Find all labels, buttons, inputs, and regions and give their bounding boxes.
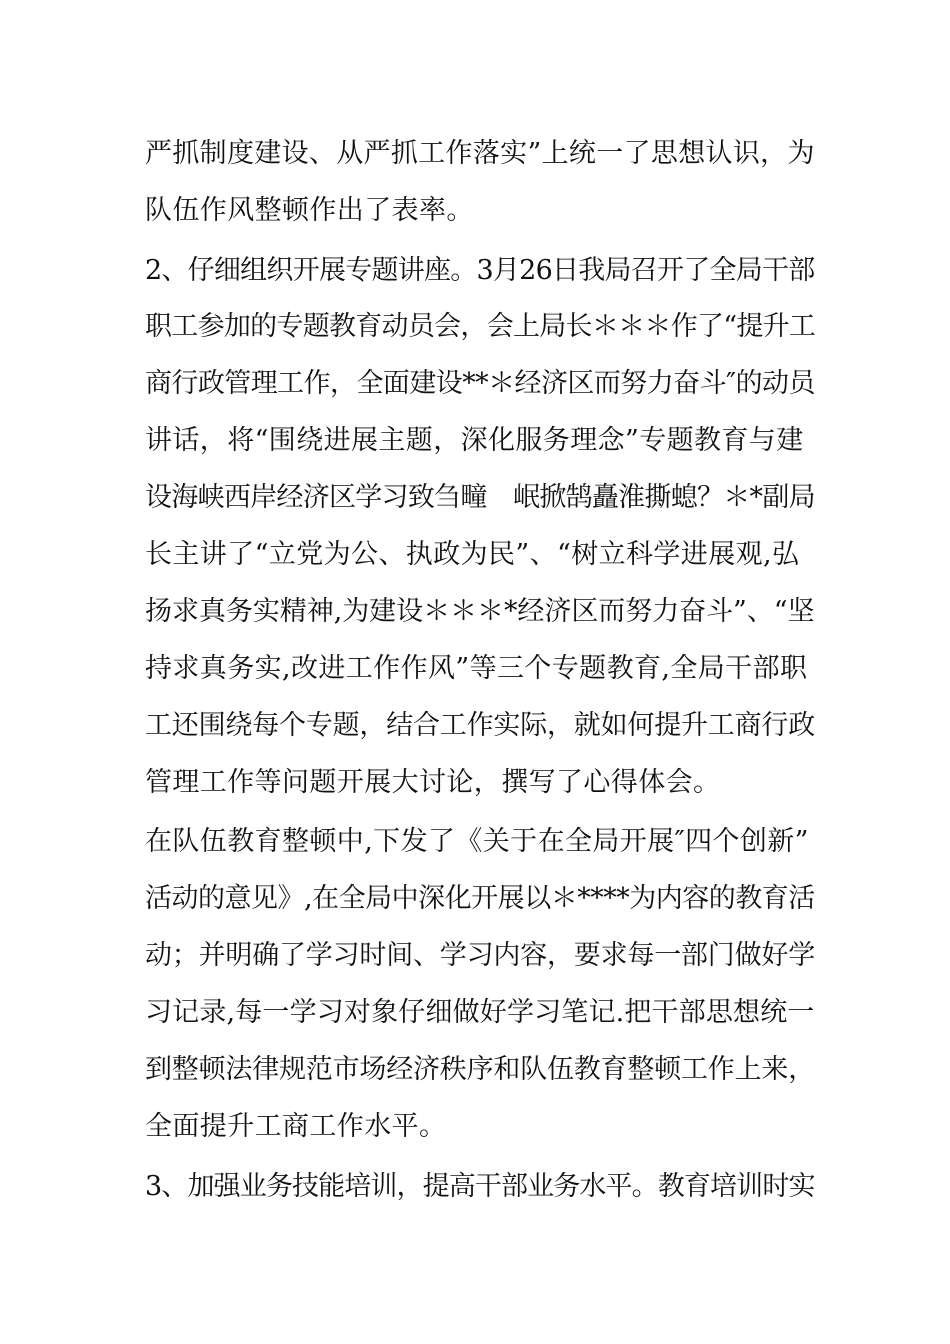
text-line: 全面提升工商工作水平。 [145, 1111, 447, 1142]
text-line: 长主讲了“立党为公、执政为民”、“树立科学进展观,弘 [145, 539, 800, 570]
text-line: 职工参加的专题教育动员会，会上局长＊＊＊作了“提升工 [145, 311, 816, 342]
text-line: 习记录,每一学习对象仔细做好学习笔记.把干部思想统一 [145, 997, 815, 1028]
text-line: 持求真务实,改进工作作风”等三个专题教育,全局干部职 [145, 653, 808, 684]
text-line: 队伍作风整顿作出了表率。 [145, 195, 474, 226]
text-line: 讲话，将“围绕进展主题，深化服务理念”专题教育与建 [145, 425, 804, 456]
text-line: 动；并明确了学习时间、学习内容，要求每一部门做好学 [145, 940, 815, 971]
text-line: 设海峡西岸经济区学习致刍疃 岷掀鹄矗淮撕螅？＊*副局 [145, 482, 815, 513]
text-line: 3、加强业务技能培训，提高干部业务水平。教育培训时实 [145, 1171, 815, 1202]
text-line: 扬求真务实精神,为建设＊＊＊*经济区而努力奋斗”、“坚 [145, 596, 815, 627]
text-line: 管理工作等问题开展大讨论，撰写了心得体会。 [145, 767, 721, 798]
text-line: 到整顿法律规范市场经济秩序和队伍教育整顿工作上来， [145, 1054, 815, 1085]
text-line: 严抓制度建设、从严抓工作落实”上统一了思想认识，为 [145, 138, 815, 169]
text-line: 工还围绕每个专题，结合工作实际，就如何提升工商行政 [145, 710, 815, 741]
text-line: 在队伍教育整顿中,下发了《关于在全局开展″四个创新” [145, 826, 809, 857]
text-line: 2、仔细组织开展专题讲座。3月26日我局召开了全局干部 [145, 255, 815, 286]
text-line: 商行政管理工作，全面建设**＊经济区而努力奋斗″的动员 [145, 368, 815, 399]
text-line: 活动的意见》,在全局中深化开展以＊****为内容的教育活 [145, 883, 815, 914]
